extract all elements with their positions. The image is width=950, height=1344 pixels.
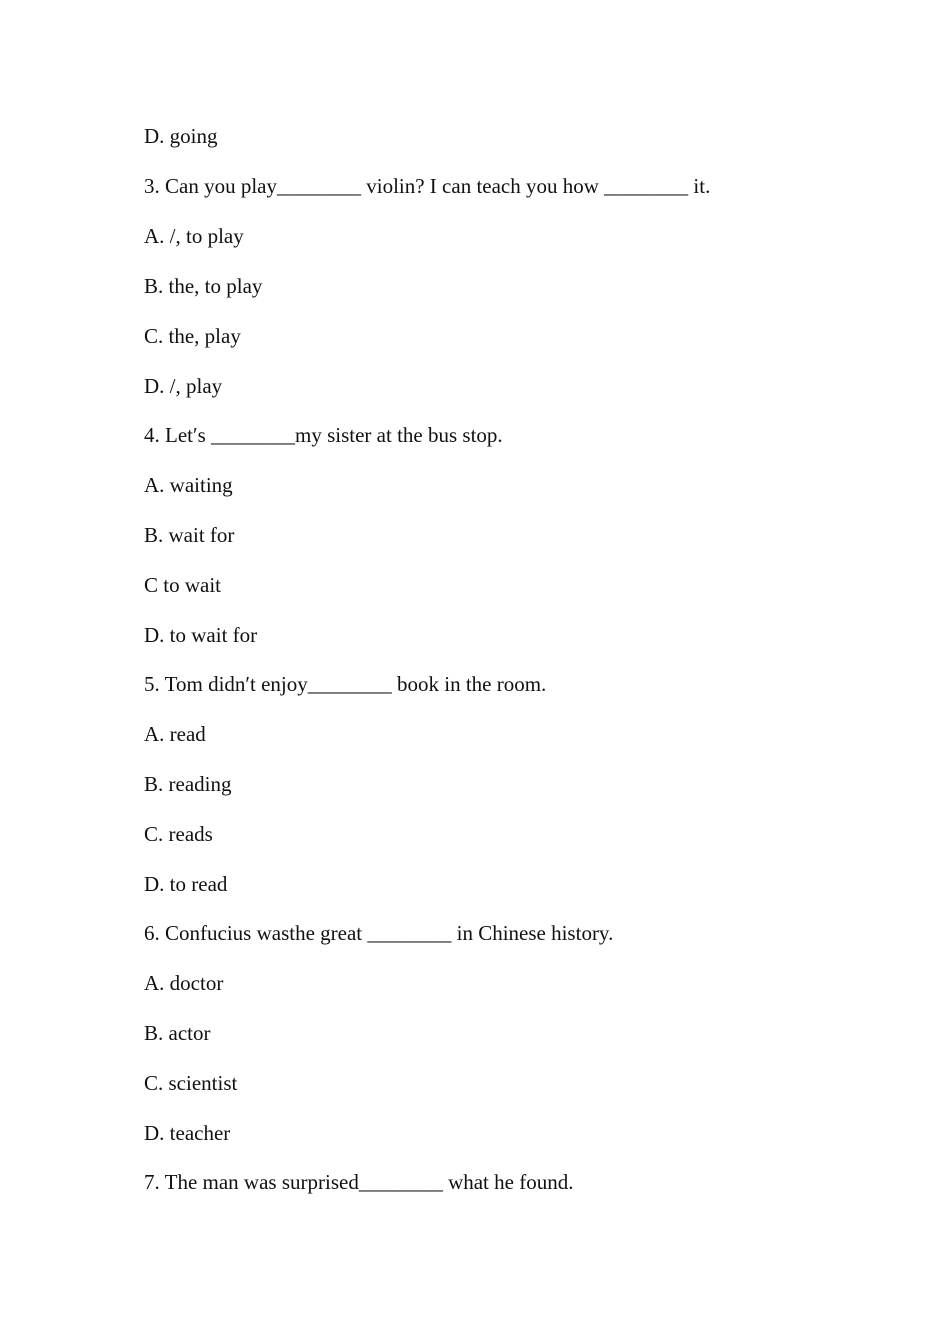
option-d-q5: D. to read bbox=[144, 872, 228, 896]
option-d-q3: D. /, play bbox=[144, 374, 223, 398]
option-a-q6: A. doctor bbox=[144, 971, 224, 995]
option-b-q4: B. wait for bbox=[144, 523, 235, 547]
option-d-q4: D. to wait for bbox=[144, 623, 258, 647]
option-d-q2: D. going bbox=[144, 124, 218, 148]
option-a-q4: A. waiting bbox=[144, 473, 233, 497]
option-d-q6: D. teacher bbox=[144, 1121, 231, 1145]
question-4: 4. Let′s ________my sister at the bus stop. bbox=[144, 423, 503, 447]
option-c-q6: C. scientist bbox=[144, 1071, 238, 1095]
option-c-q4: C to wait bbox=[144, 573, 221, 597]
question-6: 6. Confucius wasthe great ________ in Chinese history. bbox=[144, 921, 614, 945]
question-3: 3. Can you play________ violin? I can teach you how ________ it. bbox=[144, 174, 711, 198]
option-a-q5: A. read bbox=[144, 722, 206, 746]
option-b-q3: B. the, to play bbox=[144, 274, 263, 298]
option-c-q3: C. the, play bbox=[144, 324, 241, 348]
option-a-q3: A. /, to play bbox=[144, 224, 244, 248]
question-5: 5. Tom didn′t enjoy________ book in the room. bbox=[144, 672, 547, 696]
option-b-q5: B. reading bbox=[144, 772, 232, 796]
option-c-q5: C. reads bbox=[144, 822, 213, 846]
option-b-q6: B. actor bbox=[144, 1021, 211, 1045]
question-7: 7. The man was surprised________ what he found. bbox=[144, 1170, 574, 1194]
